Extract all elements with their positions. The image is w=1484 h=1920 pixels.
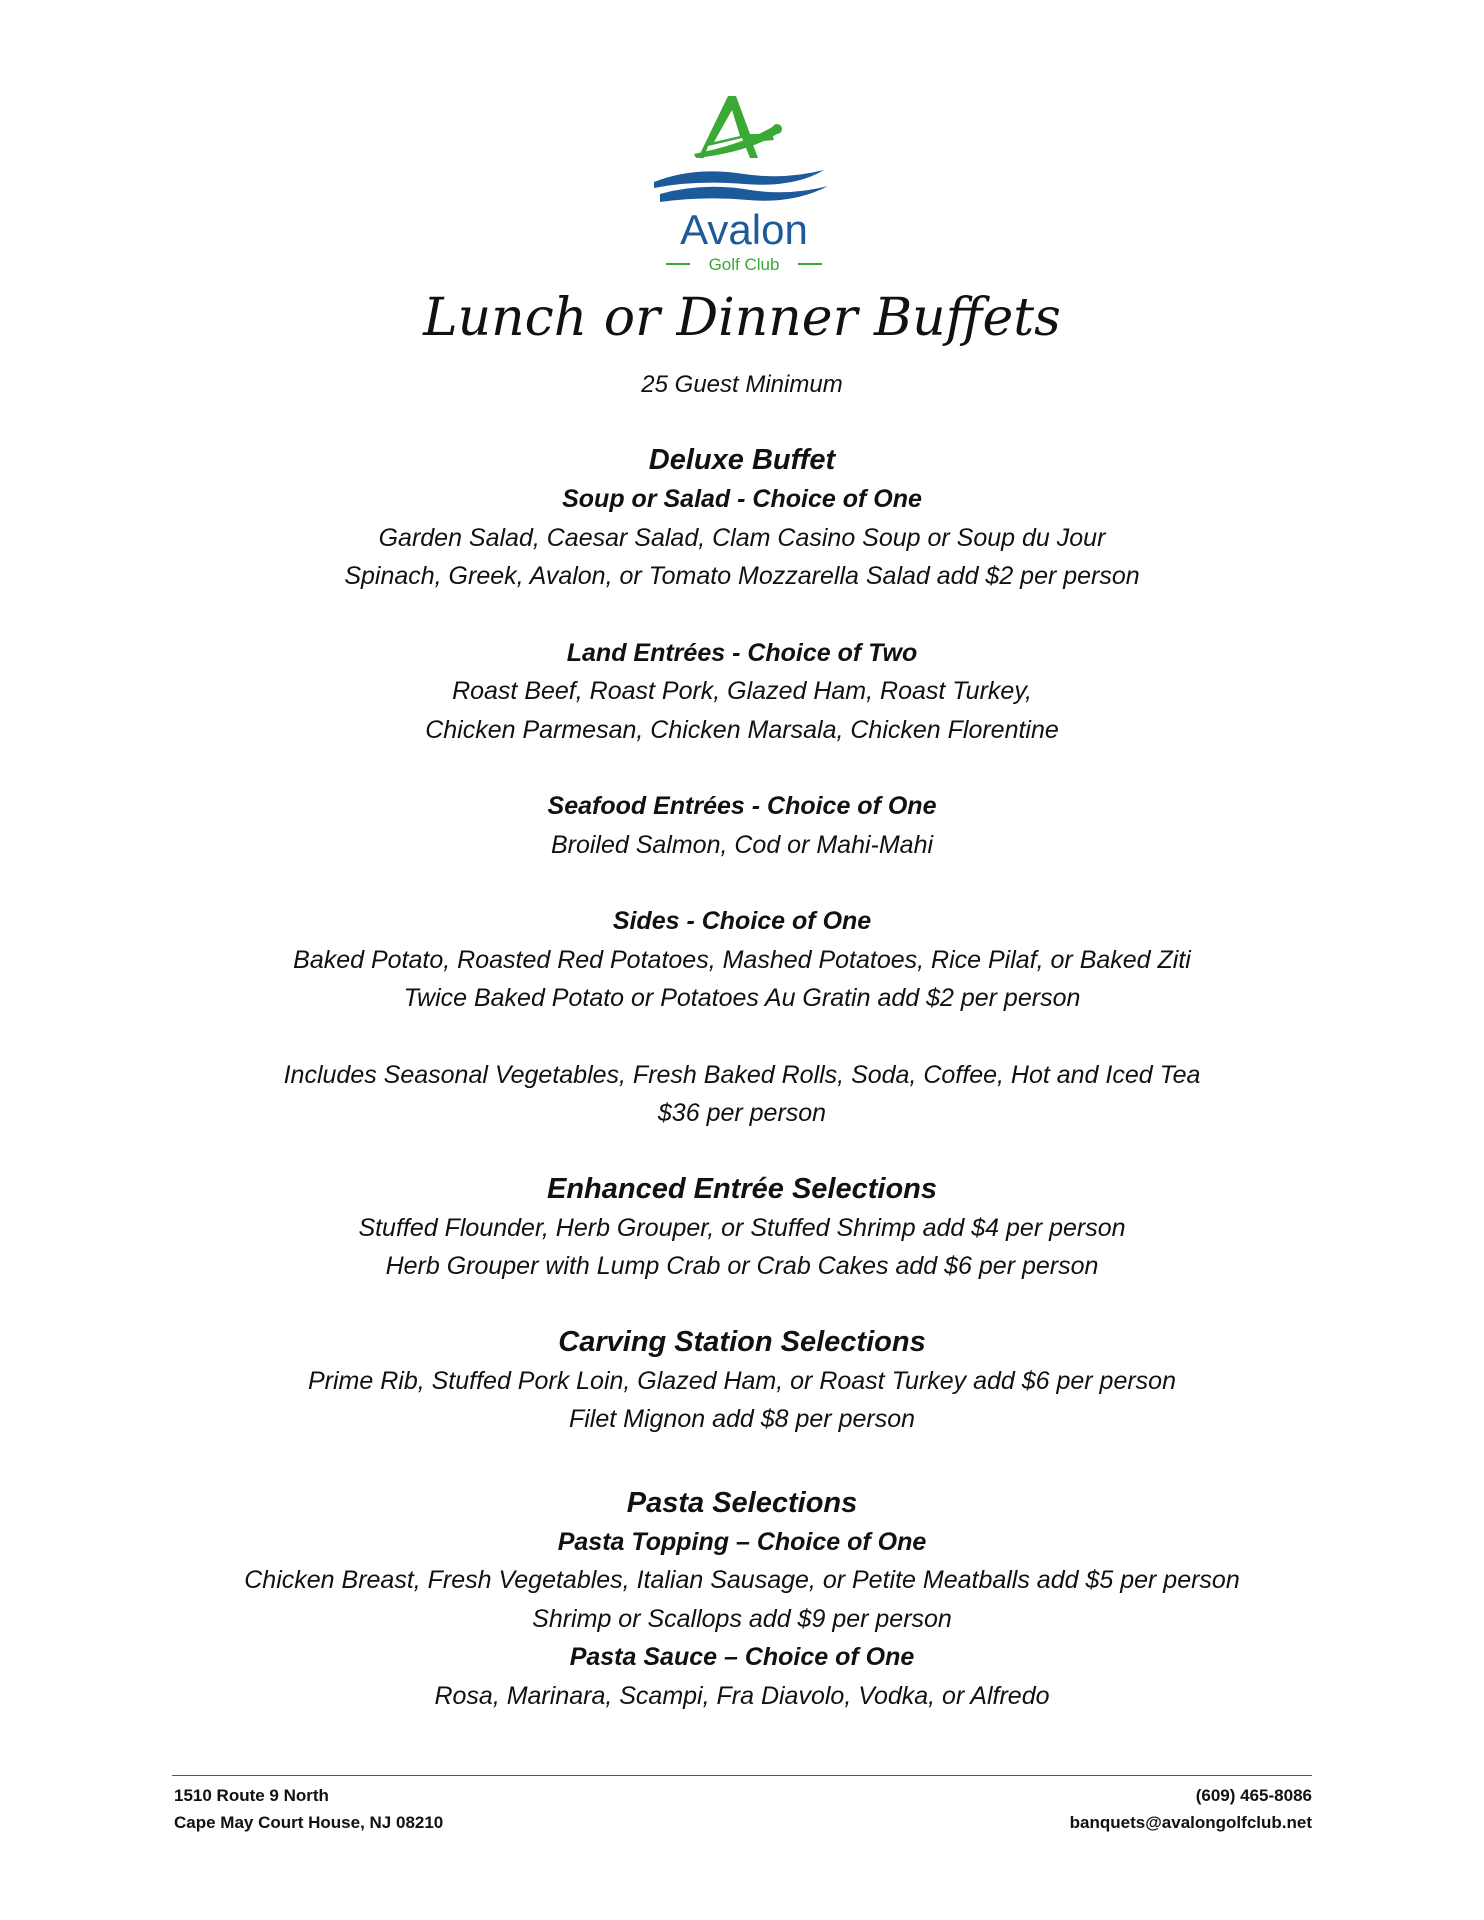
carving-station-heading: Carving Station Selections <box>558 1325 926 1358</box>
pasta-topping-label: Pasta Topping – Choice of One <box>557 1527 927 1556</box>
pasta-sauce-line: Rosa, Marinara, Scampi, Fra Diavolo, Vodka, or Alfredo <box>434 1681 1050 1710</box>
deluxe-buffet-heading: Deluxe Buffet <box>648 444 836 476</box>
avalon-golf-club-logo <box>654 96 834 278</box>
pasta-topping-line: Chicken Breast, Fresh Vegetables, Italian Sausage, or Petite Meatballs add $5 per person <box>244 1566 1240 1594</box>
address-line-1: 1510 Route 9 North <box>174 1786 329 1805</box>
email-address: banquets@avalongolfclub.net <box>1069 1813 1312 1832</box>
land-entrees-line: Chicken Parmesan, Chicken Marsala, Chicken Florentine <box>425 715 1059 744</box>
address-line-2: Cape May Court House, NJ 08210 <box>174 1813 444 1832</box>
menu-content <box>0 440 1484 1715</box>
enhanced-entree-heading: Enhanced Entrée Selections <box>546 1172 937 1205</box>
soup-salad-line: Spinach, Greek, Avalon, or Tomato Mozzarella Salad add $2 per person <box>344 562 1140 590</box>
phone-number: (609) 465-8086 <box>1195 1786 1312 1805</box>
soup-salad-line: Garden Salad, Caesar Salad, Clam Casino Soup or Soup du Jour <box>378 523 1106 552</box>
logo-brand-text: Avalon <box>680 206 808 253</box>
enhanced-entree-line: Herb Grouper with Lump Crab or Crab Cakes add $6 per person <box>385 1252 1099 1280</box>
seafood-entrees-line: Broiled Salmon, Cod or Mahi-Mahi <box>550 830 934 859</box>
guest-minimum-note: 25 Guest Minimum <box>641 371 843 398</box>
sides-line: Baked Potato, Roasted Red Potatoes, Mashed Potatoes, Rice Pilaf, or Baked Ziti <box>293 945 1191 974</box>
footer-address <box>174 1782 443 1836</box>
pasta-topping-line: Shrimp or Scallops add $9 per person <box>532 1604 952 1633</box>
soup-salad-label: Soup or Salad - Choice of One <box>562 485 922 513</box>
seafood-entrees-label: Seafood Entrées - Choice of One <box>547 792 937 820</box>
pasta-sauce-label: Pasta Sauce – Choice of One <box>569 1643 915 1671</box>
carving-station-line: Prime Rib, Stuffed Pork Loin, Glazed Ham, or Roast Turkey add $6 per person <box>308 1366 1176 1395</box>
sides-label: Sides - Choice of One <box>612 907 872 935</box>
page-title: Lunch or Dinner Buffets <box>423 288 1061 348</box>
land-entrees-line: Roast Beef, Roast Pork, Glazed Ham, Roast Turkey, <box>452 677 1032 705</box>
pasta-heading: Pasta Selections <box>626 1486 858 1519</box>
logo-wave-1 <box>654 170 824 188</box>
carving-station-line: Filet Mignon add $8 per person <box>568 1405 916 1433</box>
footer-contact <box>1070 1782 1312 1836</box>
land-entrees-label: Land Entrées - Choice of Two <box>566 638 918 667</box>
logo-wave-2 <box>660 186 828 202</box>
logo-tagline-text: Golf Club <box>708 255 780 274</box>
includes-line: Includes Seasonal Vegetables, Fresh Baked Rolls, Soda, Coffee, Hot and Iced Tea <box>283 1060 1201 1089</box>
deluxe-price: $36 per person <box>657 1099 827 1127</box>
sides-line: Twice Baked Potato or Potatoes Au Gratin add $2 per person <box>403 984 1081 1012</box>
footer-divider <box>172 1775 1312 1776</box>
enhanced-entree-line: Stuffed Flounder, Herb Grouper, or Stuffed Shrimp add $4 per person <box>358 1213 1126 1242</box>
